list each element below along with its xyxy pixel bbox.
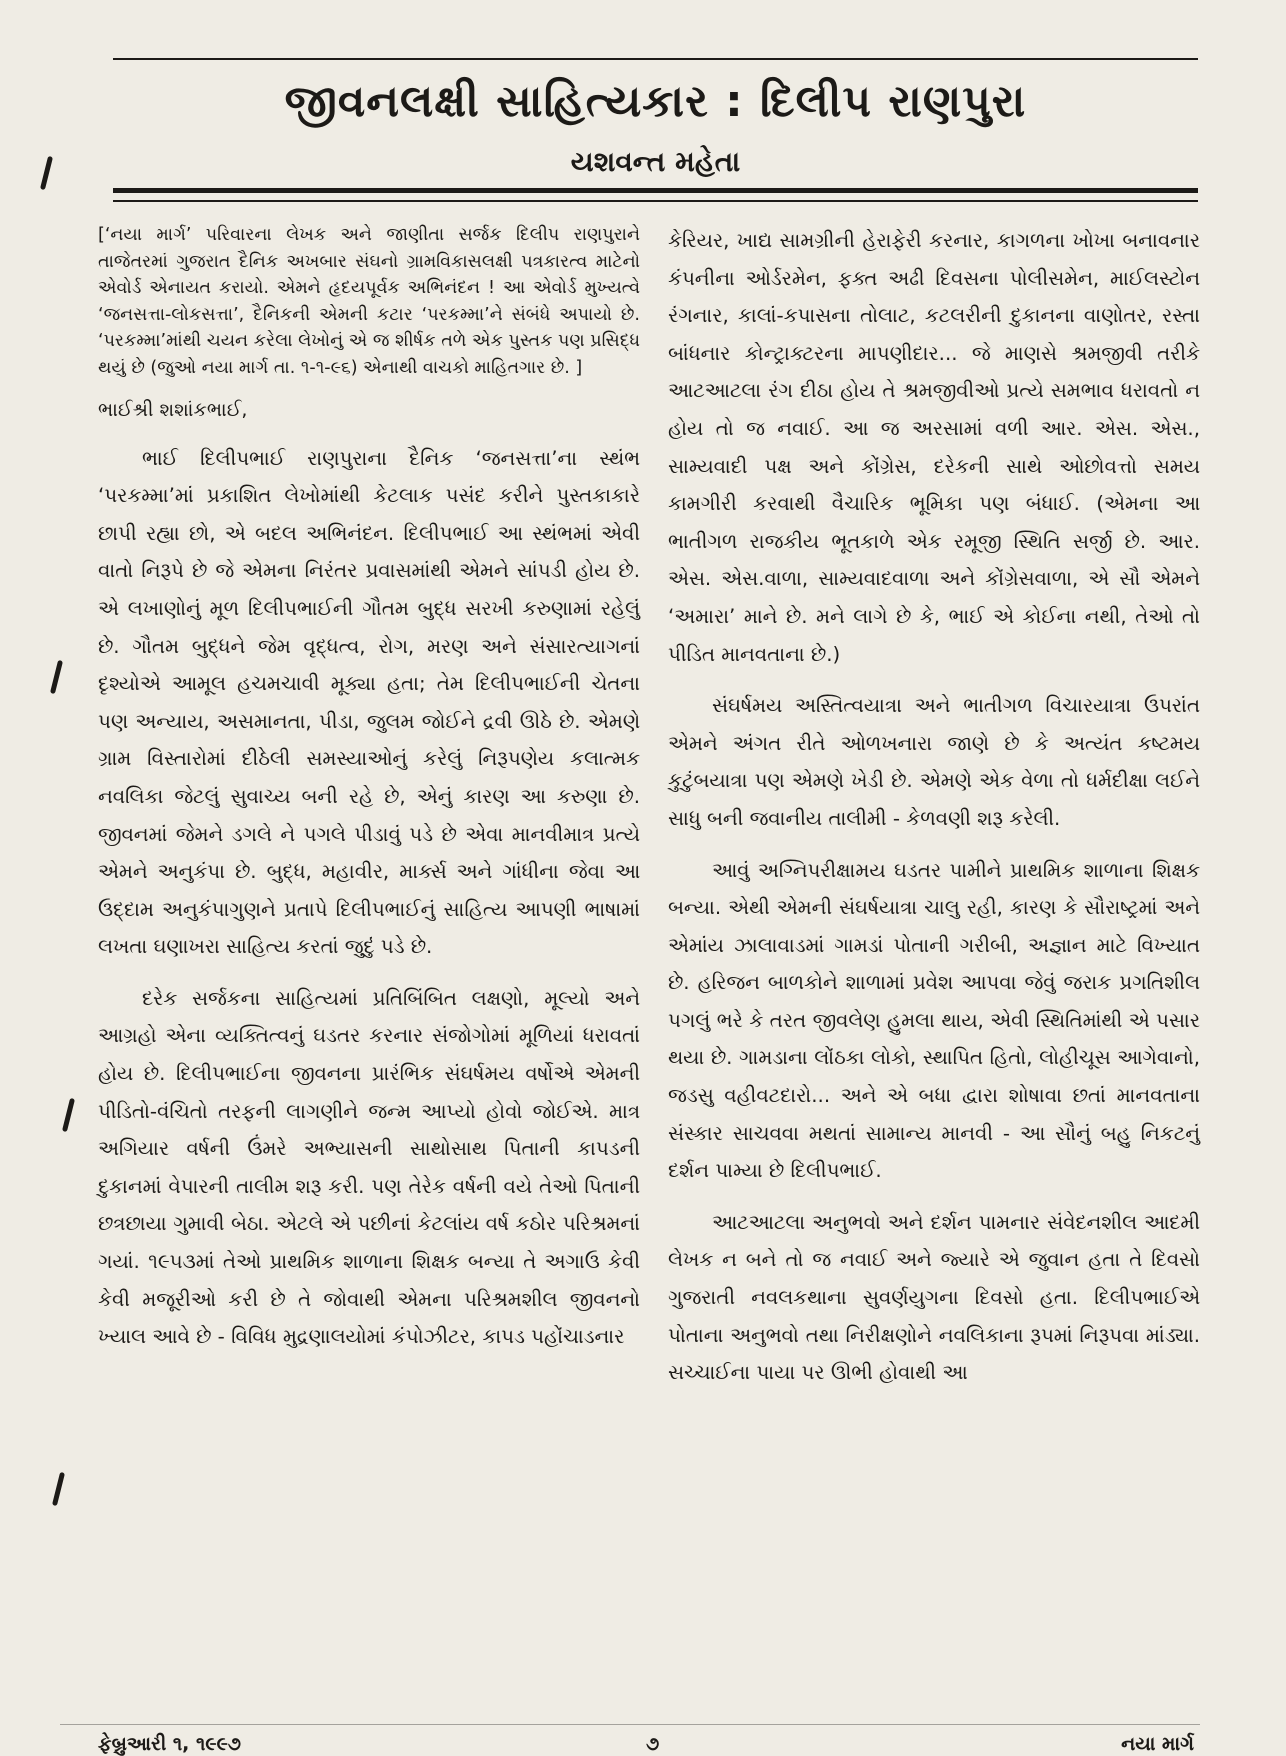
article-author: યશવન્ત મહેતા bbox=[570, 145, 741, 178]
header-rule-thin bbox=[113, 200, 1198, 202]
right-paragraph-3: આવું અગ્નિપરીક્ષામય ઘડતર પામીને પ્રાથમિક શાળાના શિક્ષક બન્યા. એથી એમની સંઘર્ષયાત્રા ચાલુ રહી, કારણ કે સૌરાષ્ટ્રમાં અને એમાંય ઝાલાવાડમાં ગામડાં પોતાની ગરીબી, અજ્ઞાન માટે વિખ્યાત છે. હરિજન બાળકોને શાળામાં પ્રવેશ આપવા જેવું જરાક પ્રગતિશીલ પગલું ભરે કે તરત જીવલેણ હુમલા થાય, એવી સ્થિતિમાંથી એ પસાર થયા છે. ગામડાના લોંઠકા લોકો, સ્થાપિત હિતો, લોહીચૂસ આગેવાનો, જડસુ વહીવટદારો... અને એ બધા દ્વારા શોષાવા છતાં માનવતાના સંસ્કાર સાચવવા મથતાં સામાન્ય માનવી - આ સૌનું બહુ નિકટનું દર્શન પામ્યા છે દિલીપભાઈ. bbox=[668, 858, 1200, 1183]
page-number: ૭ bbox=[646, 1733, 660, 1755]
binding-hole-mark bbox=[50, 660, 63, 694]
intro-note: [‘નયા માર્ગ’ પરિવારના લેખક અને જાણીતા સર્જક દિલીપ રાણપુરાને તાજેતરમાં ગુજરાત દૈનિક અખબાર સંઘનો ગ્રામવિકાસલક્ષી પત્રકારત્વ માટેનો એવોર્ડ એનાયત કરાયો. એમને હૃદયપૂર્વક અભિનંદન ! આ એવોર્ડ મુખ્યત્વે ‘જનસત્તા-લોકસત્તા’, દૈનિકની એમની કટાર ‘પરકમ્મા’ને સંબંધે અપાયો છે. ‘પરકમ્મા’માંથી ચયન કરેલા લેખોનું એ જ શીર્ષક તળે એક પુસ્તક પણ પ્રસિદ્ધ થયું છે (જુઓ નયા માર્ગ તા. ૧-૧-૯૬) એનાથી વાચકો માહિતગાર છે. ] bbox=[98, 225, 640, 378]
binding-hole-mark bbox=[62, 1098, 75, 1132]
footer-rule bbox=[60, 1724, 1200, 1725]
left-column bbox=[98, 222, 640, 1362]
left-paragraph-1: ભાઈ દિલીપભાઈ રાણપુરાના દૈનિક ‘જનસત્તા’ના સ્થંભ ‘પરકમ્મા’માં પ્રકાશિત લેખોમાંથી કેટલાક પસંદ કરીને પુસ્તકાકારે છાપી રહ્યા છો, એ બદલ અભિનંદન. દિલીપભાઈ આ સ્થંભમાં એવી વાતો નિરૂપે છે જે એમના નિરંતર પ્રવાસમાંથી એમને સાંપડી હોય છે. એ લખાણોનું મૂળ દિલીપભાઈની ગૌતમ બુદ્ધ સરખી કરુણામાં રહેલું છે. ગૌતમ બુદ્ધને જેમ વૃદ્ધત્વ, રોગ, મરણ અને સંસારત્યાગનાં દૃશ્યોએ આમૂલ હચમચાવી મૂક્યા હતા; તેમ દિલીપભાઈની ચેતના પણ અન્યાય, અસમાનતા, પીડા, જુલમ જોઈને દ્રવી ઊઠે છે. એમણે ગ્રામ વિસ્તારોમાં દીઠેલી સમસ્યાઓનું કરેલું નિરૂપણેય કલાત્મક નવલિકા જેટલું સુવાચ્ય બની રહે છે, એનું કારણ આ કરુણા છે. જીવનમાં જેમને ડગલે ને પગલે પીડાવું પડે છે એવા માનવીમાત્ર પ્રત્યે એમને અનુકંપા છે. બુદ્ધ, મહાવીર, માર્ક્સ અને ગાંધીના જેવા આ ઉદ્દામ અનુકંપાગુણને પ્રતાપે દિલીપભાઈનું સાહિત્ય આપણી ભાષામાં લખતા ઘણાખરા સાહિત્ય કરતાં જુદું પડે છે. bbox=[98, 446, 640, 959]
header-rule-thick bbox=[113, 188, 1198, 193]
article-title: જીવનલક્ષી સાહિત્યકાર : દિલીપ રાણપુરા bbox=[284, 76, 1027, 127]
binding-hole-mark bbox=[40, 156, 53, 190]
right-column bbox=[668, 222, 1200, 1398]
left-paragraph-2: દરેક સર્જકના સાહિત્યમાં પ્રતિબિંબિત લક્ષણો, મૂલ્યો અને આગ્રહો એના વ્યક્તિત્વનું ઘડતર કરનાર સંજોગોમાં મૂળિયાં ધરાવતાં હોય છે. દિલીપભાઈના જીવનના પ્રારંભિક સંઘર્ષમય વર્ષોએ એમની પીડિતો-વંચિતો તરફની લાગણીને જન્મ આપ્યો હોવો જોઈએ. માત્ર અગિયાર વર્ષની ઉંમરે અભ્યાસની સાથોસાથ પિતાની કાપડની દુકાનમાં વેપારની તાલીમ શરૂ કરી. પણ તેરેક વર્ષની વયે તેઓ પિતાની છત્રછાયા ગુમાવી બેઠા. એટલે એ પછીનાં કેટલાંય વર્ષ કઠોર પરિશ્રમનાં ગયાં. ૧૯૫૩માં તેઓ પ્રાથમિક શાળાના શિક્ષક બન્યા તે અગાઉ કેવી કેવી મજૂરીઓ કરી છે તે જોવાથી એમના પરિશ્રમશીલ જીવનનો ખ્યાલ આવે છે - વિવિધ મુદ્રણાલયોમાં કંપોઝીટર, કાપડ પહોંચાડનાર bbox=[98, 986, 640, 1349]
right-paragraph-1: કેરિયર, ખાદ્ય સામગ્રીની હેરાફેરી કરનાર, કાગળના ખોખા બનાવનાર કંપનીના ઓર્ડરમેન, ફક્ત અઢી દિવસના પોલીસમેન, માઈલસ્ટોન રંગનાર, કાલાં-કપાસના તોલાટ, કટલરીની દુકાનના વાણોતર, રસ્તા બાંધનાર કોન્ટ્રાક્ટરના માપણીદાર... જે માણસે શ્રમજીવી તરીકે આટઆટલા રંગ દીઠા હોય તે શ્રમજીવીઓ પ્રત્યે સમભાવ ધરાવતો ન હોય તો જ નવાઈ. આ જ અરસામાં વળી આર. એસ. એસ., સામ્યવાદી પક્ષ અને કોંગ્રેસ, દરેકની સાથે ઓછોવત્તો સમય કામગીરી કરવાથી વૈચારિક ભૂમિકા પણ બંધાઈ. (એમના આ ભાતીગળ રાજકીય ભૂતકાળે એક રમૂજી સ્થિતિ સર્જી છે. આર. એસ. એસ.વાળા, સામ્યવાદવાળા અને કોંગ્રેસવાળા, એ સૌ એમને ‘અમારા’ માને છે. મને લાગે છે કે, ભાઈ એ કોઈના નથી, તેઓ તો પીડિત માનવતાના છે.) bbox=[668, 229, 1200, 666]
right-paragraph-4: આટઆટલા અનુભવો અને દર્શન પામનાર સંવેદનશીલ આદમી લેખક ન બને તો જ નવાઈ અને જ્યારે એ જુવાન હતા તે દિવસો ગુજરાતી નવલકથાના સુવર્ણયુગના દિવસો હતા. દિલીપભાઈએ પોતાના અનુભવો તથા નિરીક્ષણોને નવલિકાના રૂપમાં નિરૂપવા માંડ્યા. સચ્ચાઈના પાયા પર ઊભી હોવાથી આ bbox=[668, 1210, 1200, 1385]
right-paragraph-2: સંઘર્ષમય અસ્તિત્વયાત્રા અને ભાતીગળ વિચારયાત્રા ઉપરાંત એમને અંગત રીતે ઓળખનારા જાણે છે કે અત્યંત કષ્ટમય કુટુંબયાત્રા પણ એમણે ખેડી છે. એમણે એક વેળા તો ધર્મદીક્ષા લઈને સાધુ બની જવાનીય તાલીમી - કેળવણી શરૂ કરેલી. bbox=[668, 694, 1200, 830]
salutation: ભાઈશ્રી શશાંકભાઈ, bbox=[98, 398, 248, 421]
footer-date: ફેબ્રુઆરી ૧, ૧૯૯૭ bbox=[98, 1733, 242, 1755]
footer-magazine-name: નયા માર્ગ bbox=[1121, 1733, 1194, 1755]
binding-hole-mark bbox=[52, 1472, 65, 1506]
top-rule bbox=[113, 58, 1198, 60]
